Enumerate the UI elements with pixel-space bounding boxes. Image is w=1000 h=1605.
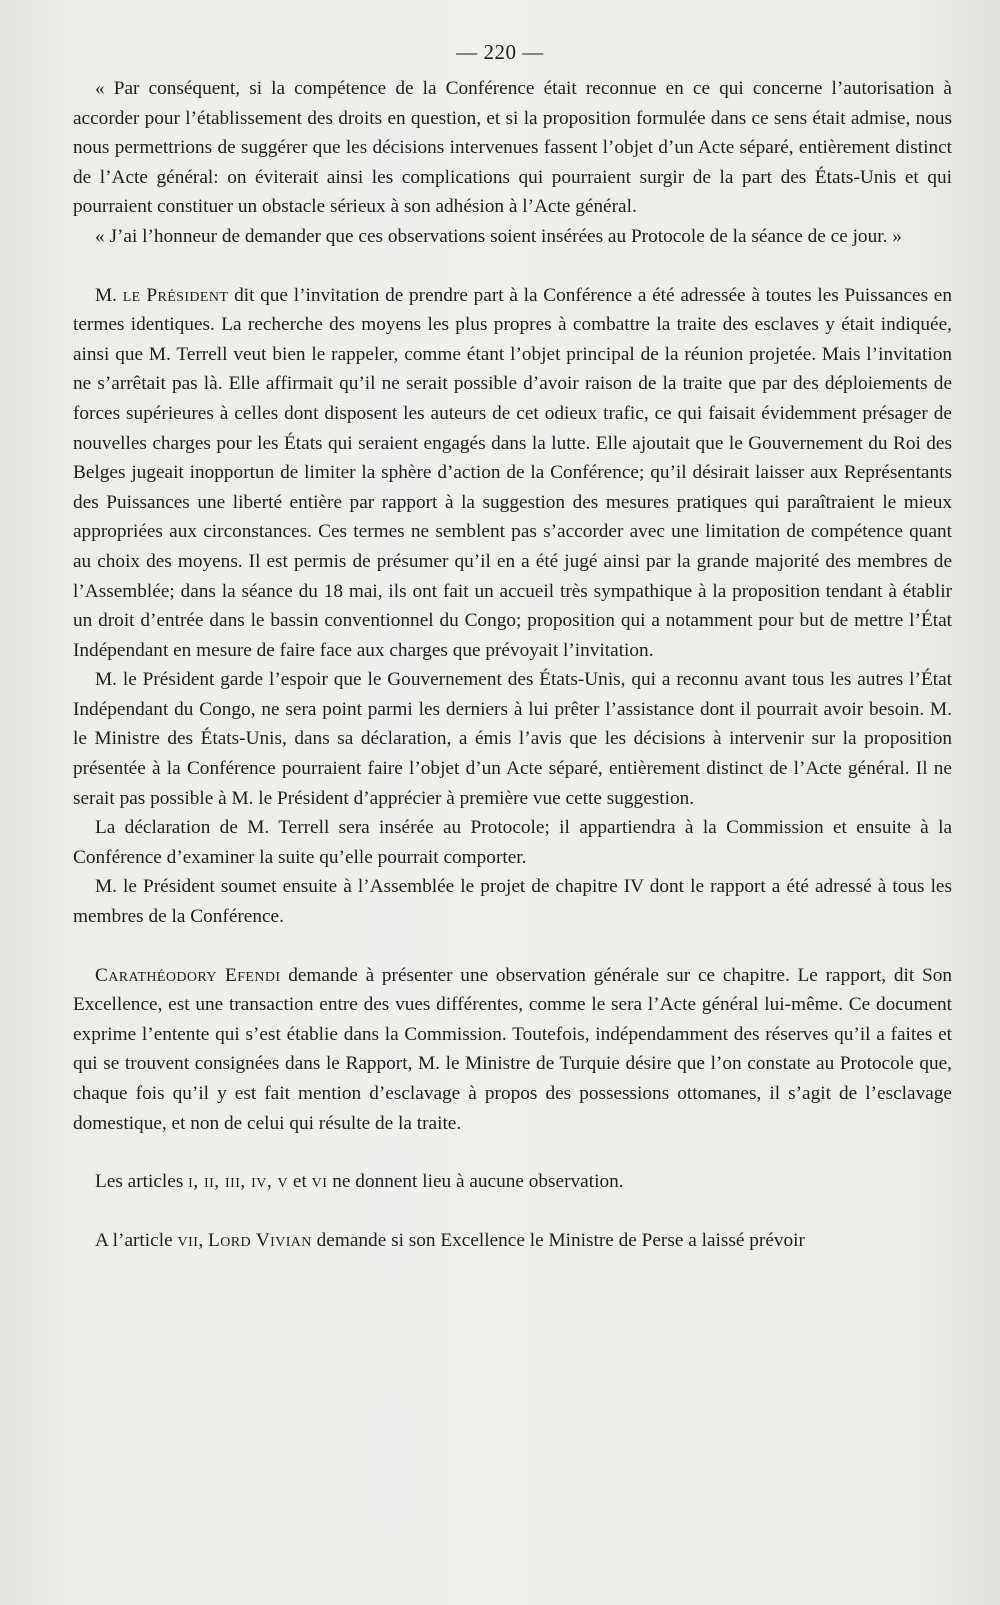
speaker-le: le	[122, 284, 141, 306]
paragraph-article-seven: A l’article vii, Lord Vivian demande si son Excellence le Ministre de Perse a laissé prévoir	[95, 1229, 805, 1251]
articles-last: vi	[311, 1171, 328, 1193]
caratheodory-text: demande à présenter une observation générale sur ce chapitre. Le rapport, dit Son Excellence, est une transaction entre des vues différentes, comme le sera l’Acte général lui-même. Ce document exprime l’entente qui s’est établie dans la Commission. Toutefois, indépendamment des réserves qu’il a faites et qui se trouvent consignées dans le Rapport, M. le Ministre de Turquie désire que l’on constate au Protocole que, chaque fois qu’il y est fait mention d’esclavage à propos des possessions ottomanes, il s’agit de l’esclavage domestique, et non de celui qui résulte de la traite.	[73, 964, 952, 1134]
article-seven-number: vii	[177, 1229, 199, 1251]
paragraph-caratheodory	[73, 961, 952, 1139]
document-body	[73, 74, 952, 1255]
page-number: — 220 —	[456, 40, 544, 64]
president-reply-text: dit que l’invitation de prendre part à la Conférence a été adressée à toutes les Puissances en termes identiques. La recherche des moyens les plus propres à combattre la traite des esclaves y était indiquée, ainsi que M. Terrell veut bien le rappeler, comme étant l’objet principal de la réunion projetée. Mais l’invitation ne s’arrêtait pas là. Elle affirmait qu’il ne serait possible d’avoir raison de la traite que par des déploiements de forces supérieures à celles dont disposent les auteurs de cet odieux trafic, ce qui faisait évidemment présager de nouvelles charges pour les États qui seraient engagés dans la lutte. Elle ajoutait que le Gouvernement du Roi des Belges jugeait inopportun de limiter la sphère d’action de la Conférence; qu’il désirait laisser aux Représentants des Puissances une liberté entière par rapport à la suggestion des mesures pratiques qui paraîtraient le mieux appropriées aux circonstances. Ces termes ne semblent pas s’accorder avec une limitation de compétence quant au choix des moyens. Il est permis de présumer qu’il en a été jugé ainsi par la grande majorité des membres de l’Assemblée; dans la séance du 18 mai, ils ont fait un accueil très sympathique à la proposition tendant à établir un droit d’entrée dans le bassin conventionnel du Congo; proposition qui a notamment pour but de mettre l’État Indépendant en mesure de faire face aux charges que prévoyait l’invitation.	[73, 284, 953, 661]
article-seven-lead: A l’article	[95, 1229, 173, 1251]
articles-lead: Les articles	[95, 1171, 184, 1193]
paragraph-declaration-inserted: La déclaration de M. Terrell sera insérée au Protocole; il appartiendra à la Commission et ensuite à la Conférence d’examiner la suite qu’elle pourrait comporter.	[73, 817, 952, 868]
articles-list: i, ii, iii, iv, v	[188, 1171, 289, 1193]
paragraph-quote-request: « J’ai l’honneur de demander que ces observations soient insérées au Protocole de la séance de ce jour. »	[95, 225, 902, 247]
paragraph-president-reply	[73, 281, 952, 666]
paragraph-articles	[73, 1167, 952, 1197]
speaker-caratheodory: Carathéodory Efendi	[95, 964, 281, 986]
articles-joiner: et	[292, 1171, 307, 1193]
paragraph-president-hope: M. le Président garde l’espoir que le Gouvernement des États-Unis, qui a reconnu avant tous les autres l’État Indépendant du Congo, ne sera point parmi les derniers à lui prêter l’assistance dont il pourrait avoir besoin. M. le Ministre des États-Unis, dans sa déclaration, a émis l’avis que les décisions à intervenir sur la proposition présentée à la Conférence pourraient faire l’objet d’un Acte séparé, entièrement distinct de l’Acte général. Il ne serait pas possible à M. le Président d’apprécier à première vue cette suggestion.	[73, 669, 952, 809]
speaker-lord-vivian: Lord Vivian	[208, 1229, 312, 1251]
speaker-lead: M.	[95, 284, 117, 306]
paragraph-chapter-four: M. le Président soumet ensuite à l’Assemblée le projet de chapitre IV dont le rapport a été adressé à tous les membres de la Conférence.	[73, 876, 952, 928]
articles-tail: ne donnent lieu à aucune observation.	[332, 1171, 624, 1193]
speaker-president: Président	[146, 284, 229, 306]
article-seven-text: demande si son Excellence le Ministre de Perse a laissé prévoir	[316, 1229, 805, 1251]
paragraph-quote-conclusion: « Par conséquent, si la compétence de la Conférence était reconnue en ce qui concerne l’autorisation à accorder pour l’établissement des droits en question, et si la proposition formulée dans ce sens était admise, nous nous permettrions de suggérer que les décisions intervenues fassent l’objet d’un Acte séparé, entièrement distinct de l’Acte général: on éviterait ainsi les complications qui pourraient surgir de la part des États-Unis et qui pourraient constituer un obstacle sérieux à son adhésion à l’Acte général.	[73, 78, 952, 218]
